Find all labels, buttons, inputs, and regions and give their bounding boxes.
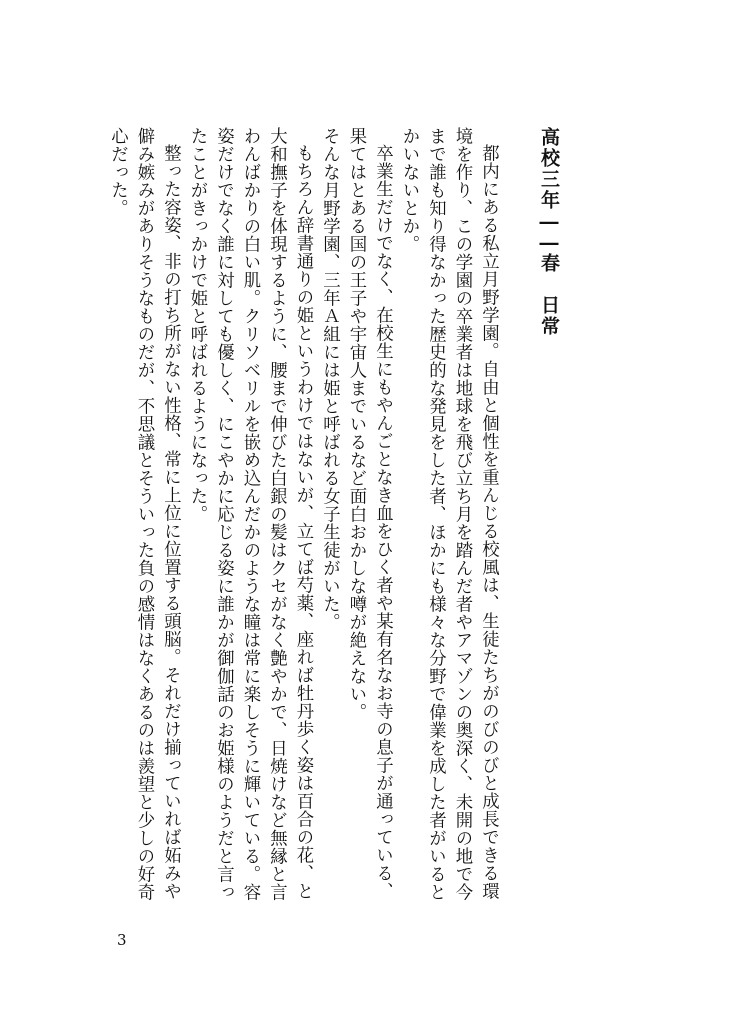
chapter-title xyxy=(536,127,563,917)
chapter-title-main: 高校三年 xyxy=(538,127,560,211)
paragraph-2: 卒業生だけでなく、在校生にもやんごとなき血をひく者や某有名なお寺の息子が通っている、果てはとある国の王子や宇宙人までいるなど面白おかしな噂が絶えない。 xyxy=(346,127,393,901)
paragraph-4: もちろん辞書通りの姫というわけではないが、立てば芍薬、座れば牡丹歩く姿は百合の花、と大和撫子を体現するように、腰まで伸びた白銀の髪はクセがなく艶やかで、日焼けなど無縁と言わんばかりの白い肌。クリソベリルを嵌め込んだかのような瞳は常に楽しそうに輝いている。容姿だけでなく誰に対しても優しく、にこやかに応じる姿に誰かが御伽話のお姫様のようだと言ったことがきっかけで姫と呼ばれるようになった。 xyxy=(187,127,313,901)
chapter-subtitle: 春 日常 xyxy=(538,253,560,337)
vertical-text-block xyxy=(104,127,562,917)
chapter-title-dash: ―― xyxy=(538,211,560,253)
page-number: 3 xyxy=(117,931,127,949)
paragraph-5: 整った容姿、非の打ち所がない性格、常に上位に位置する頭脳。それだけ揃っていれば妬みや僻み嫉みがありそうなものだが、不思議とそういった負の感情はなくあるのは羨望と少しの好奇心だった。 xyxy=(107,127,181,901)
paragraph-3: そんな月野学園、三年Ａ組には姫と呼ばれる女子生徒がいた。 xyxy=(319,127,340,631)
paragraph-1: 都内にある私立月野学園。自由と個性を重んじる校風は、生徒たちがのびのびと成長できる環境を作り、この学園の卒業者は地球を飛び立ち月を踏んだ者やアマゾンの奥深く、未開の地で今まで誰も知り得なかった歴史的な発見をした者、ほかにも様々な分野で偉業を成した者がいるとかいないとか。 xyxy=(399,127,499,901)
